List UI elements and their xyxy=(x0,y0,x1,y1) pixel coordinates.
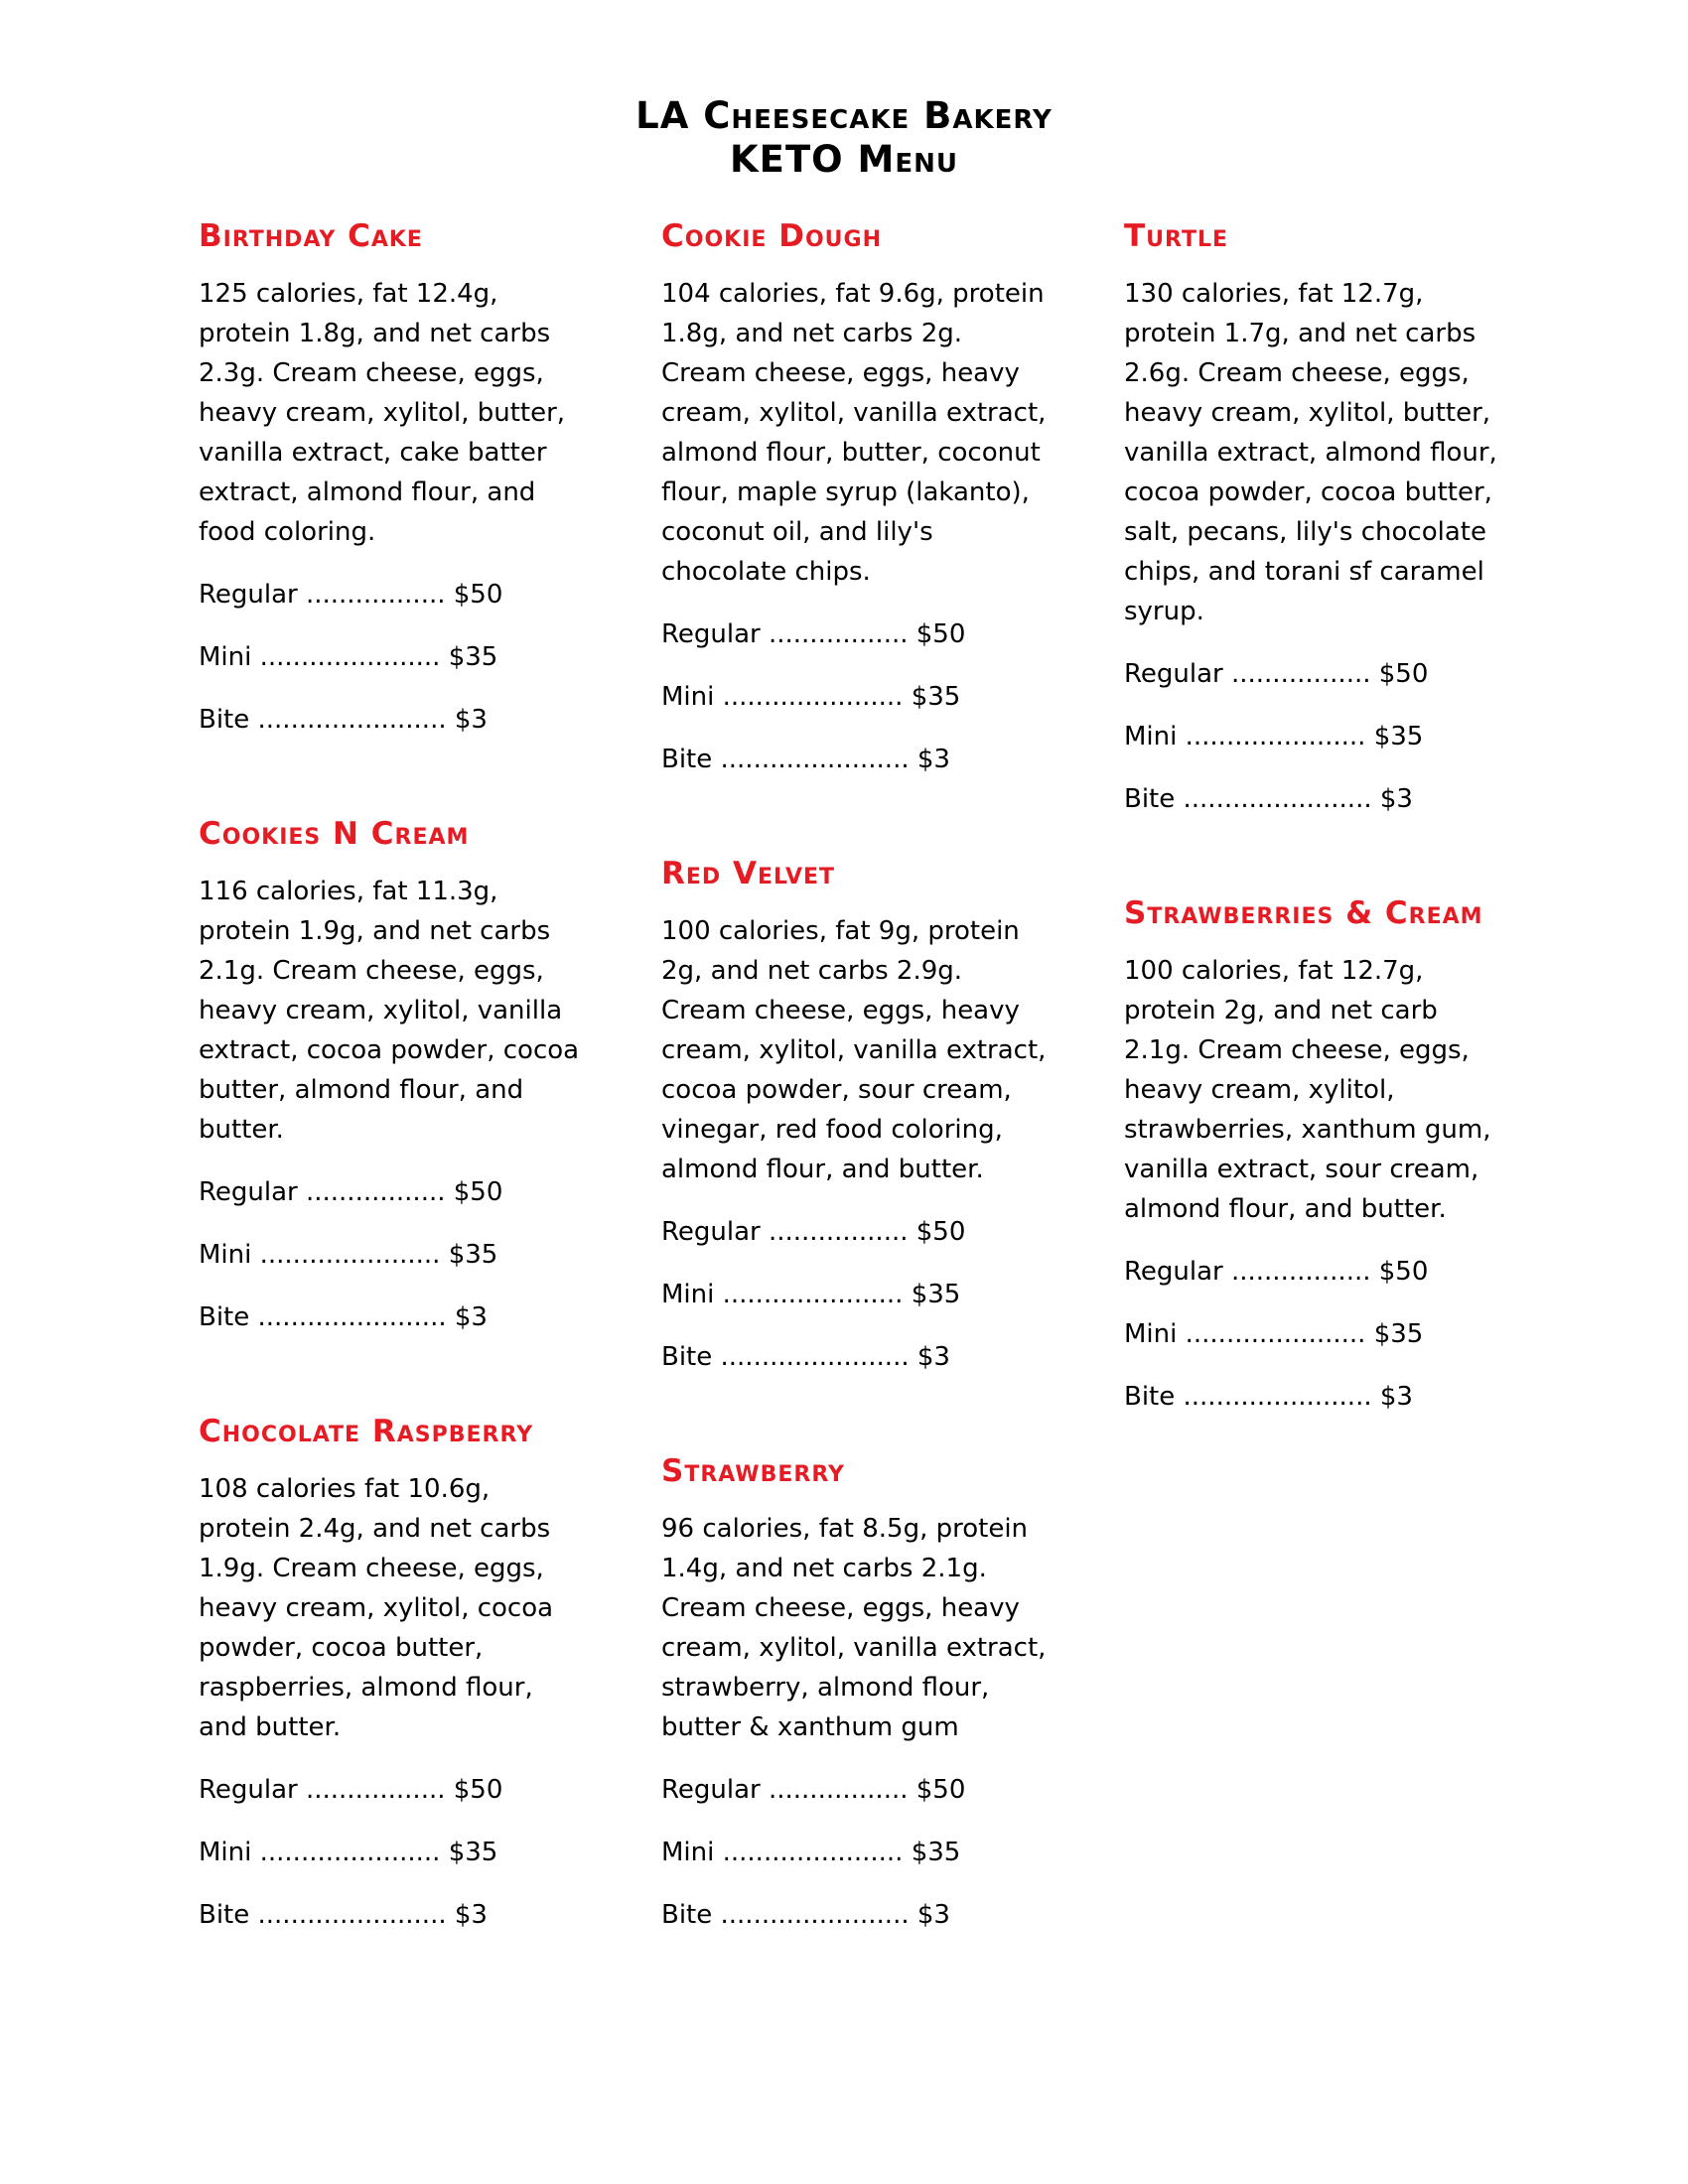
menu-item-birthday-cake xyxy=(199,216,586,740)
price-mini: Mini ...................... $35 xyxy=(199,1838,498,1867)
price-regular: Regular ................. $50 xyxy=(1124,1257,1429,1287)
price-bite: Bite ....................... $3 xyxy=(661,1900,950,1930)
item-title: Chocolate Raspberry xyxy=(199,1414,534,1449)
item-title: Red Velvet xyxy=(661,856,836,891)
price-regular: Regular ................. $50 xyxy=(661,619,966,649)
item-description: 125 calories, fat 12.4g, protein 1.8g, and net carbs 2.3g. Cream cheese, eggs, heavy cream, xylitol, butter, vanilla extract, cake batter extract, almond flour, and food coloring. xyxy=(199,279,566,547)
price-regular: Regular ................. $50 xyxy=(661,1775,966,1805)
item-description: 130 calories, fat 12.7g, protein 1.7g, and net carbs 2.6g. Cream cheese, eggs, heavy cream, xylitol, butter, vanilla extract, almond flour, cocoa powder, cocoa butter, salt, pecans, lily's chocolate chips, and torani sf caramel syrup. xyxy=(1124,279,1497,626)
item-description: 100 calories, fat 12.7g, protein 2g, and net carb 2.1g. Cream cheese, eggs, heavy cream, xylitol, strawberries, xanthum gum, vanilla extract, sour cream, almond flour, and butter. xyxy=(1124,956,1491,1224)
price-bite: Bite ....................... $3 xyxy=(1124,784,1413,814)
menu-item-strawberries-and-cream xyxy=(1124,893,1511,1417)
menu-item-cookie-dough xyxy=(661,216,1049,779)
menu-column-3 xyxy=(1124,216,1511,1439)
item-description: 116 calories, fat 11.3g, protein 1.9g, and net carbs 2.1g. Cream cheese, eggs, heavy cream, xylitol, vanilla extract, cocoa powder, cocoa butter, almond flour, and butter. xyxy=(199,877,580,1145)
price-regular: Regular ................. $50 xyxy=(199,580,503,610)
price-mini: Mini ...................... $35 xyxy=(1124,1319,1424,1349)
item-title: Birthday Cake xyxy=(199,218,423,254)
menu-item-turtle xyxy=(1124,216,1511,819)
item-title: Strawberries & Cream xyxy=(1124,895,1483,931)
bakery-name: LA Cheesecake Bakery xyxy=(635,94,1053,137)
price-regular: Regular ................. $50 xyxy=(199,1177,503,1207)
price-regular: Regular ................. $50 xyxy=(1124,659,1429,689)
price-regular: Regular ................. $50 xyxy=(661,1217,966,1247)
price-mini: Mini ...................... $35 xyxy=(199,1240,498,1270)
item-description: 100 calories, fat 9g, protein 2g, and net carbs 2.9g. Cream cheese, eggs, heavy cream, xylitol, vanilla extract, cocoa powder, sour cream, vinegar, red food coloring, almond flour, and butter. xyxy=(661,916,1047,1184)
price-regular: Regular ................. $50 xyxy=(199,1775,503,1805)
item-title: Strawberry xyxy=(661,1453,845,1489)
item-description: 104 calories, fat 9.6g, protein 1.8g, and net carbs 2g. Cream cheese, eggs, heavy cream, xylitol, vanilla extract, almond flour, butter, coconut flour, maple syrup (lakanto), coconut oil, and lily's chocolate chips. xyxy=(661,279,1047,587)
menu-item-strawberry xyxy=(661,1451,1049,1935)
menu-column-2 xyxy=(661,216,1049,1958)
menu-column-1 xyxy=(199,216,586,1958)
price-mini: Mini ...................... $35 xyxy=(661,682,961,712)
menu-item-red-velvet xyxy=(661,854,1049,1377)
item-description: 108 calories fat 10.6g, protein 2.4g, and net carbs 1.9g. Cream cheese, eggs, heavy cream, xylitol, cocoa powder, cocoa butter, raspberries, almond flour, and butter. xyxy=(199,1474,554,1742)
item-title: Cookies N Cream xyxy=(199,816,470,852)
menu-item-chocolate-raspberry xyxy=(199,1412,586,1935)
menu-title: KETO Menu xyxy=(730,138,958,181)
price-bite: Bite ....................... $3 xyxy=(661,745,950,774)
price-bite: Bite ....................... $3 xyxy=(199,1900,488,1930)
price-bite: Bite ....................... $3 xyxy=(661,1342,950,1372)
item-description: 96 calories, fat 8.5g, protein 1.4g, and net carbs 2.1g. Cream cheese, eggs, heavy cream, xylitol, vanilla extract, strawberry, almond flour, butter & xanthum gum xyxy=(661,1514,1047,1742)
price-bite: Bite ....................... $3 xyxy=(199,1302,488,1332)
menu-item-cookies-n-cream xyxy=(199,814,586,1337)
price-mini: Mini ...................... $35 xyxy=(661,1838,961,1867)
price-mini: Mini ...................... $35 xyxy=(661,1280,961,1309)
price-mini: Mini ...................... $35 xyxy=(1124,722,1424,751)
price-mini: Mini ...................... $35 xyxy=(199,642,498,672)
item-title: Turtle xyxy=(1124,218,1229,254)
menu-header xyxy=(0,94,1688,182)
price-bite: Bite ....................... $3 xyxy=(199,705,488,735)
item-title: Cookie Dough xyxy=(661,218,882,254)
price-bite: Bite ....................... $3 xyxy=(1124,1382,1413,1412)
